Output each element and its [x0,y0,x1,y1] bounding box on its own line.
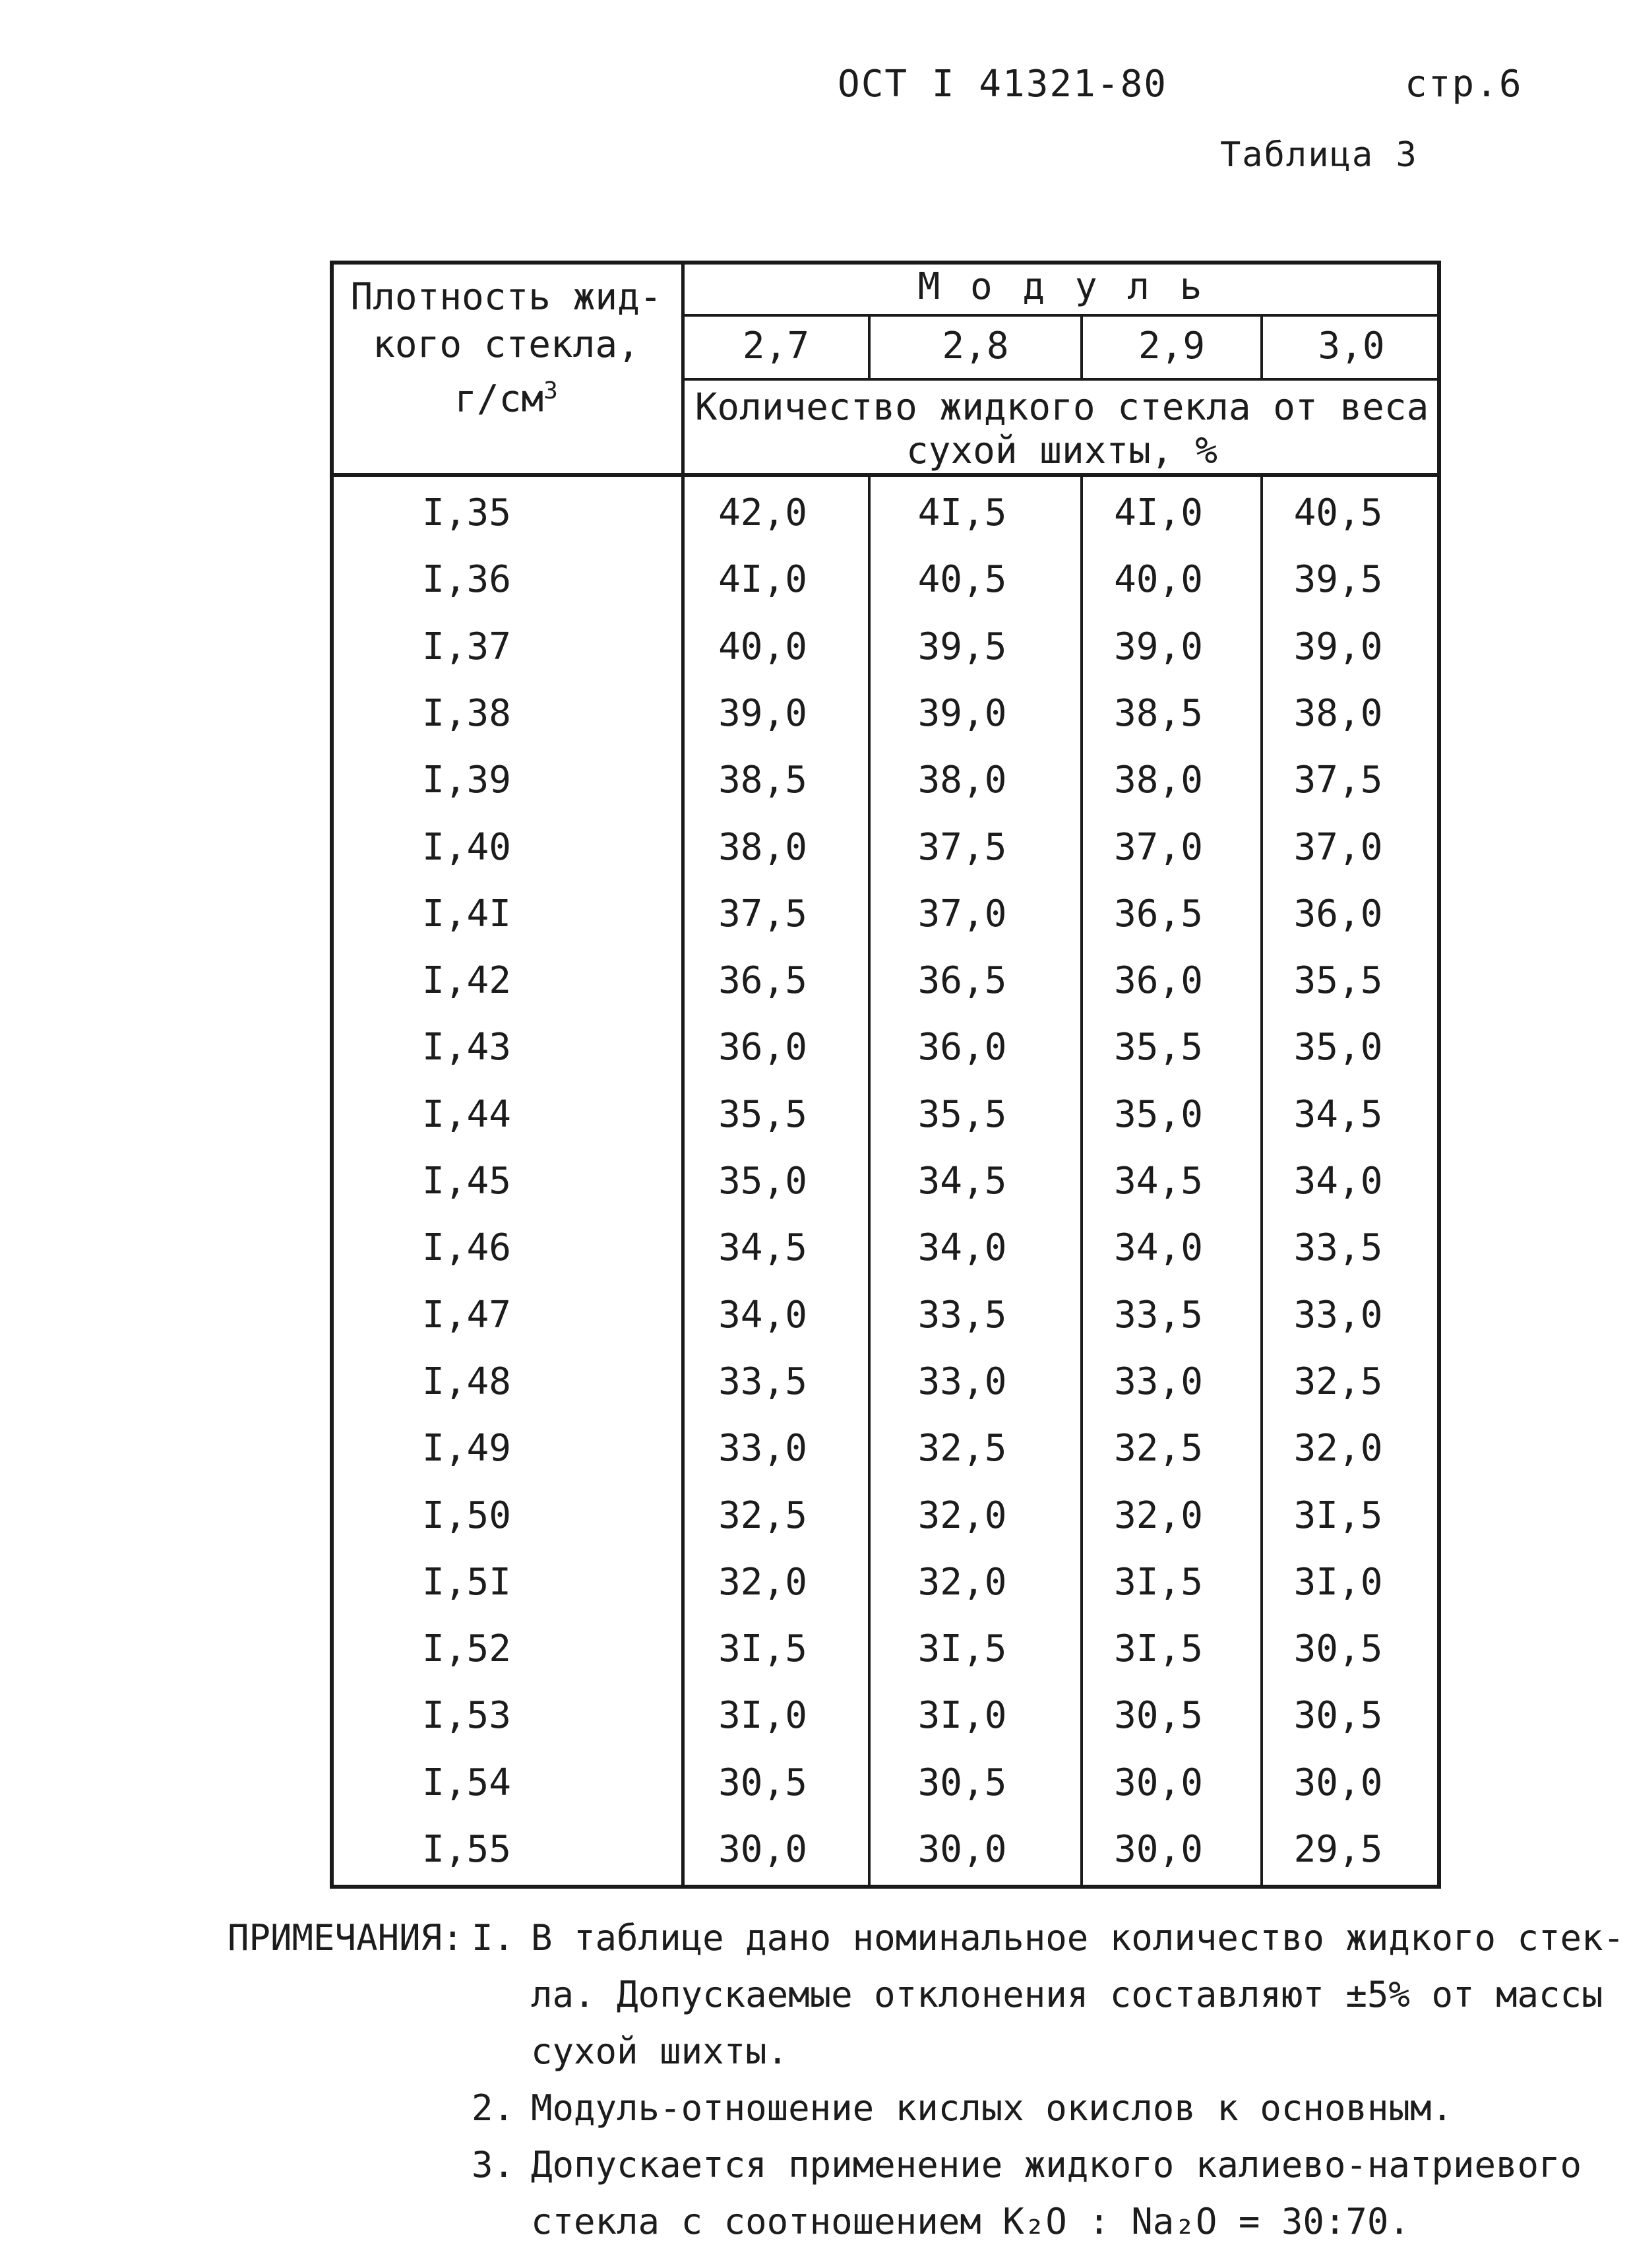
note-line [228,2023,1599,2080]
value-cell: 37,5 [1293,759,1383,802]
value-cell: 34,0 [1293,1160,1383,1203]
value-cell: 36,0 [718,1026,807,1069]
value-cell: 30,0 [1293,1761,1383,1804]
value-cell: 33,5 [718,1360,807,1403]
density-cell: I,50 [422,1494,511,1537]
value-cell: 38,0 [718,825,807,869]
value-cell: 40,0 [1114,558,1203,602]
density-cell: I,49 [422,1427,511,1470]
value-cell: 30,5 [1293,1694,1383,1738]
notes-section [228,1910,1625,2250]
note-text: стекла с соотношением K₂O : Na₂O = 30:70. [531,2201,1410,2242]
group-header-rule [683,314,1441,317]
value-cell: 32,5 [1293,1360,1383,1403]
value-cell: 4I,5 [917,491,1007,534]
value-cell: 33,0 [917,1360,1007,1403]
density-cell: I,44 [422,1092,511,1136]
density-header-line: кого стекла, [373,323,640,366]
value-cell: 37,0 [1293,825,1383,869]
value-cell: 40,5 [917,558,1007,602]
density-cell: I,37 [422,625,511,668]
density-cell: I,55 [422,1828,511,1871]
value-cell: 30,5 [1293,1627,1383,1671]
table-caption: Таблица 3 [1220,135,1418,175]
value-cell: 34,0 [917,1226,1007,1270]
note-text: ла. Допускаемые отклонения составляют ±5% от массы [531,1974,1603,2015]
value-cell: 3I,5 [1114,1627,1203,1671]
value-cell: 39,0 [718,691,807,735]
density-cell: I,4I [422,892,511,935]
value-cell: 36,5 [917,959,1007,1003]
note-line [228,2193,1599,2250]
value-cell: 3I,0 [718,1694,807,1738]
value-cell: 33,5 [1293,1226,1383,1270]
density-cell: I,46 [422,1226,511,1270]
value-cell: 3I,5 [1293,1494,1383,1537]
module-value-header: 2,8 [942,325,1009,367]
value-cell: 30,0 [917,1828,1007,1871]
value-cell: 4I,0 [718,558,807,602]
value-cell: 38,5 [1114,691,1203,735]
value-cell: 38,5 [718,759,807,802]
note-line [228,1967,1603,2023]
note-number: 3. [472,2144,515,2186]
value-cell: 3I,5 [1114,1560,1203,1604]
value-cell: 34,0 [718,1293,807,1337]
value-cell: 29,5 [1293,1828,1383,1871]
value-cell: 38,0 [917,759,1007,802]
value-cell: 35,0 [1114,1092,1203,1136]
value-cell: 34,0 [1114,1226,1203,1270]
value-cell: 30,5 [917,1761,1007,1804]
value-cell: 39,0 [1293,625,1383,668]
page-number: стр.6 [1405,63,1523,106]
value-cell: 37,5 [718,892,807,935]
density-cell: I,35 [422,491,511,534]
value-cell: 35,5 [1293,959,1383,1003]
value-cell: 34,5 [917,1160,1007,1203]
value-cell: 35,5 [917,1092,1007,1136]
note-line [228,2137,1599,2193]
density-cell: I,45 [422,1160,511,1203]
density-cell: I,42 [422,959,511,1003]
document-code: ОСТ I 41321-80 [838,63,1168,106]
value-cell: 32,0 [1293,1427,1383,1470]
note-text: В таблице дано номинальное количество жидкого стек- [531,1917,1625,1959]
value-cell: 30,5 [718,1761,807,1804]
note-line [228,1910,1625,1967]
note-text: сухой шихты. [531,2031,789,2072]
value-cell: 40,0 [718,625,807,668]
value-cell: 33,0 [1114,1360,1203,1403]
density-cell: I,48 [422,1360,511,1403]
value-cell: 39,5 [1293,558,1383,602]
density-header-line: $г/см^3$ [454,377,558,421]
value-cell: 34,5 [718,1226,807,1270]
value-cell: 30,0 [1114,1761,1203,1804]
value-cell: 39,5 [917,625,1007,668]
value-cell: 37,0 [1114,825,1203,869]
value-cell: 42,0 [718,491,807,534]
note-number: 2. [472,2087,515,2129]
density-cell: I,52 [422,1627,511,1671]
module-value-header: 3,0 [1318,325,1385,367]
value-cell: 33,0 [718,1427,807,1470]
value-cell: 32,5 [1114,1427,1203,1470]
density-cell: I,39 [422,759,511,802]
value-cell: 32,0 [917,1494,1007,1537]
density-cell: I,43 [422,1026,511,1069]
density-cell: I,53 [422,1694,511,1738]
value-cell: 3I,5 [718,1627,807,1671]
value-cell: 36,0 [917,1026,1007,1069]
value-cell: 36,0 [1114,959,1203,1003]
notes-label: ПРИМЕЧАНИЯ: [228,1917,464,1959]
unit-superscript: 3 [543,377,558,404]
density-cell: I,36 [422,558,511,602]
quantity-header-line: сухой шихты, % [906,429,1217,472]
value-cell: 37,5 [917,825,1007,869]
value-cell: 32,0 [718,1560,807,1604]
value-cell: 30,0 [1114,1828,1203,1871]
value-cell: 35,0 [718,1160,807,1203]
module-value-header: 2,7 [742,325,810,367]
density-cell: I,47 [422,1293,511,1337]
value-cell: 33,5 [917,1293,1007,1337]
value-cell: 32,5 [718,1494,807,1537]
module-header-rule [683,378,1441,381]
value-cell: 3I,0 [1293,1560,1383,1604]
density-cell: I,54 [422,1761,511,1804]
value-cell: 36,0 [1293,892,1383,935]
value-cell: 32,5 [917,1427,1007,1470]
value-cell: 39,0 [1114,625,1203,668]
value-cell: 32,0 [917,1560,1007,1604]
value-cell: 38,0 [1114,759,1203,802]
quantity-header-line: Количество жидкого стекла от веса [694,386,1429,429]
note-number: I. [472,1917,515,1959]
density-cell: I,38 [422,691,511,735]
value-cell: 40,5 [1293,491,1383,534]
note-line [228,2080,1599,2137]
value-cell: 36,5 [1114,892,1203,935]
header-bottom-rule [330,473,1441,477]
value-cell: 3I,0 [917,1694,1007,1738]
value-cell: 3I,5 [917,1627,1007,1671]
value-cell: 37,0 [917,892,1007,935]
note-text: Допускается применение жидкого калиево-натриевого [531,2144,1582,2186]
value-cell: 33,0 [1293,1293,1383,1337]
value-cell: 35,5 [718,1092,807,1136]
value-cell: 34,5 [1114,1160,1203,1203]
value-cell: 36,5 [718,959,807,1003]
value-cell: 32,0 [1114,1494,1203,1537]
note-text: Модуль-отношение кислых окислов к основным. [531,2087,1453,2129]
value-cell: 39,0 [917,691,1007,735]
density-header-line: Плотность жид- [350,276,662,319]
value-cell: 35,0 [1293,1026,1383,1069]
density-cell: I,5I [422,1560,511,1604]
value-cell: 30,5 [1114,1694,1203,1738]
module-value-header: 2,9 [1138,325,1206,367]
value-cell: 34,5 [1293,1092,1383,1136]
module-group-header: М о д у л ь [917,265,1206,308]
value-cell: 4I,0 [1114,491,1203,534]
density-cell: I,40 [422,825,511,869]
value-cell: 33,5 [1114,1293,1203,1337]
value-cell: 38,0 [1293,691,1383,735]
value-cell: 35,5 [1114,1026,1203,1069]
value-cell: 30,0 [718,1828,807,1871]
